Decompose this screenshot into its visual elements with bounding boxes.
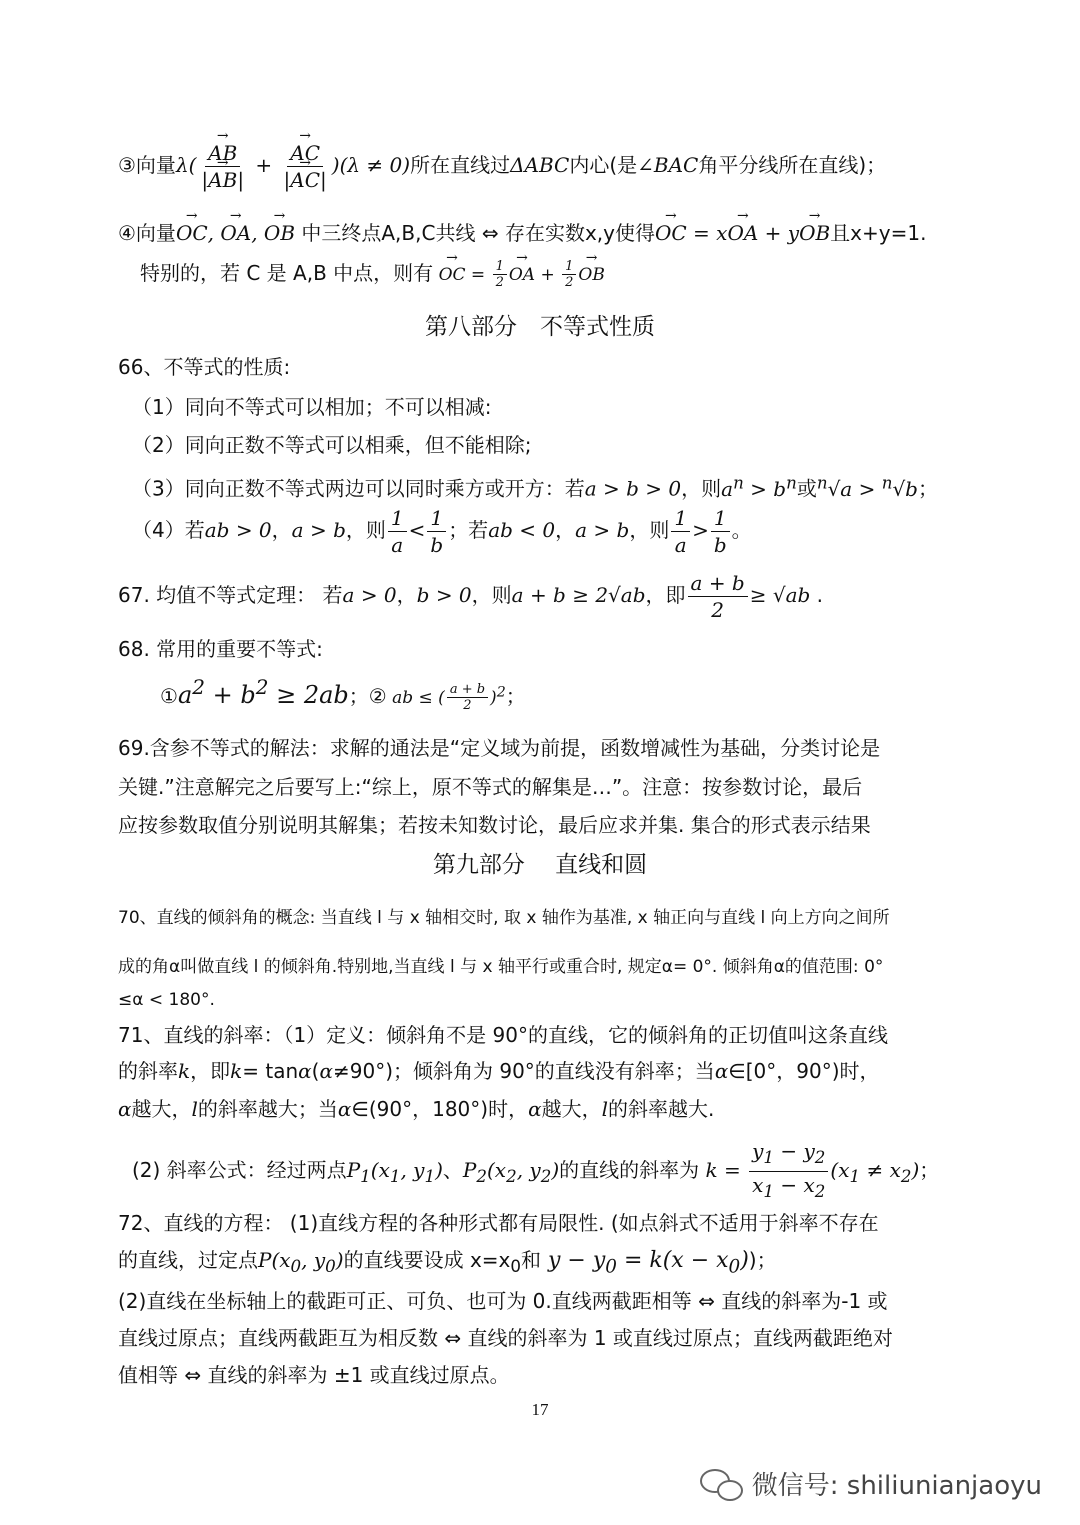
item-72-line4: 直线过原点；直线两截距互为相反数 ⇔ 直线的斜率为 1 或直线过原点；直线两截距绝对 (118, 1326, 893, 1350)
item-66-title: 66、不等式的性质: (118, 355, 291, 379)
item-68-formulas: $①a^2 + b^2 \ge 2ab$；② ab ≤ ( $\frac{a + b}{2}$ )$^2$； (160, 675, 526, 713)
item-3-angle-bisector: ③向量λ( → $\frac{AB}{|\to AB|}$ + → $\frac{AC}{|\to AC|}$ )(λ ≠ 0)所在直线过ΔABC内心(是∠BAC角平分线所在直线)； (118, 140, 970, 200)
wechat-icon (700, 1467, 742, 1501)
item-70-line2: 成的角α叫做直线 l 的倾斜角.特别地,当直线 l 与 x 轴平行或重合时, 规定α= 0°. 倾斜角α的值范围: 0° (118, 957, 884, 977)
item-70-line1: 70、直线的倾斜角的概念: 当直线 l 与 x 轴相交时, 取 x 轴作为基准, x 轴正向与直线 l 向上方向之间所 (118, 908, 890, 928)
section-heading-8: 第八部分 不等式性质 (425, 314, 655, 340)
item-66-3: （3）同向正数不等式两边可以同时乘方或开方：若a > b > 0，则$a^n > b^n$或$^n$√a > $^n$√b； (132, 473, 938, 501)
item-4-collinear: ④向量→ OC, → OA, → OB 中三终点A,B,C共线 ⇔ 存在实数x,y使得→ OC = x→ OA + y→ OB且x+y=1. (118, 218, 970, 248)
section-heading-9: 第九部分 直线和圆 (432, 852, 648, 878)
item-71-slope-formula: (2) 斜率公式：经过两点$P_1(x_1$, $y_1$)、$P_2(x_2$, $y_2$)的直线的斜率为 k = $\frac{y_1 - y_2}{x_1 - x_2}$ $(x_1 \ne x_2)$； (132, 1139, 940, 1201)
item-71-line2: 的斜率k，即k= tanα(α≠90°)；倾斜角为 90°的直线没有斜率；当α∈[0°，90°)时， (118, 1059, 880, 1083)
item-69-line1: 69.含参不等式的解法：求解的通法是“定义域为前提，函数增减性为基础，分类讨论是 (118, 736, 881, 760)
item-71-line1: 71、直线的斜率：（1）定义：倾斜角不是 90°的直线，它的倾斜角的正切值叫这条直线 (118, 1023, 888, 1047)
item-72-line5: 值相等 ⇔ 直线的斜率为 ±1 或直线过原点。 (118, 1363, 510, 1387)
fraction-ab: → $\frac{AB}{|\to AB|}$ (198, 140, 247, 193)
item-69-line3: 应按参数取值分别说明其解集；若按未知数讨论，最后应求并集. 集合的形式表示结果 (118, 813, 871, 837)
item-66-4: （4）若ab > 0，a > b，则 $\frac{1}{a}$ < $\frac{1}{b}$ ；若ab < 0，a > b，则 $\frac{1}{a}$ > $\frac{1}{b}$ 。 (132, 506, 752, 557)
item-72-line3: (2)直线在坐标轴上的截距可正、可负、也可为 0.直线两截距相等 ⇔ 直线的斜率为-1 或 (118, 1289, 888, 1313)
item-66-1: （1）同向不等式可以相加；不可以相减: (132, 395, 492, 419)
item-67: 67. 均值不等式定理： 若a > 0，b > 0，则a + b ≥ 2√ab，即 $\frac{a + b}{2}$ ≥ √ab . (118, 571, 824, 622)
item-72-line2: 的直线，过定点$P(x_0$, $y_0$)的直线要设成 $x=x_0$和 $y - y_0 = k(x - x_0)$)； (118, 1248, 777, 1278)
item-66-2: （2）同向正数不等式可以相乘，但不能相除; (132, 433, 532, 457)
item-70-line3: ≤α < 180°. (118, 990, 215, 1010)
item-4-midpoint: 特别的，若 C 是 A,B 中点，则有 → OC = $\frac{1}{2}$ → OA + $\frac{1}{2}$ → OB (140, 258, 970, 290)
wechat-watermark (700, 1465, 1042, 1502)
item-72-line1: 72、直线的方程： (1)直线方程的各种形式都有局限性. (如点斜式不适用于斜率不存在 (118, 1211, 879, 1235)
item-68-title: 68. 常用的重要不等式: (118, 637, 323, 661)
page-number: 17 (531, 1400, 549, 1419)
watermark-text: 微信号: shiliunianjaoyu (751, 1471, 1042, 1501)
item-71-line3: α越大，l的斜率越大；当α∈(90°，180°)时，α越大，l的斜率越大. (118, 1097, 715, 1121)
fraction-ac: → $\frac{AC}{|\to AC|}$ (281, 140, 330, 193)
item-69-line2: 关键.”注意解完之后要写上:“综上，原不等式的解集是…”。注意：按参数讨论，最后 (118, 775, 863, 799)
